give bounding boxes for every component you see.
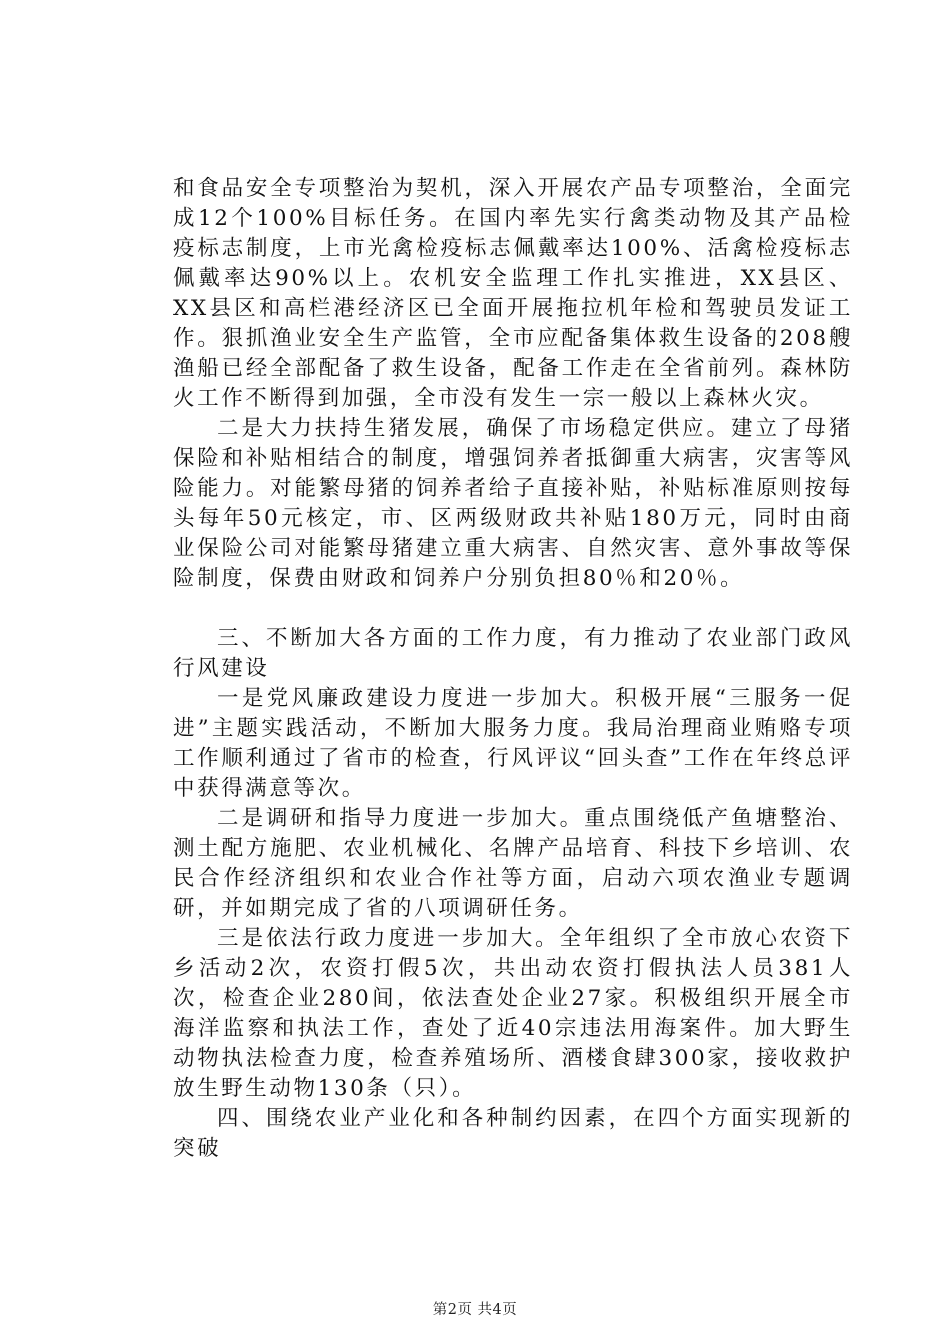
document-body (173, 174, 853, 1164)
paragraph-law-enforcement: 三是依法行政力度进一步加大。全年组织了全市放心农资下乡活动2次，农资打假5次，共出动农资打假执法人员381人次，检查企业280间，依法查处企业27家。积极组织开展全市海洋监察和执法工作，查处了近40宗违法用海案件。加大野生动物执法检查力度，检查养殖场所、酒楼食肆300家，接收救护放生野生动物130条（只）。 (173, 926, 853, 1101)
page-number-footer: 第2页 共4页 (432, 1302, 518, 1318)
section-heading-three: 三、不断加大各方面的工作力度，有力推动了农业部门政风行风建设 (173, 626, 853, 681)
paragraph-research-guidance: 二是调研和指导力度进一步加大。重点围绕低产鱼塘整治、测土配方施肥、农业机械化、名牌产品培育、科技下乡培训、农民合作经济组织和农业合作社等方面，启动六项农渔业专题调研，并如期完成了省的八项调研任务。 (173, 806, 853, 921)
paragraph-continuation: 和食品安全专项整治为契机，深入开展农产品专项整治，全面完成12个100%目标任务。在国内率先实行禽类动物及其产品检疫标志制度，上市光禽检疫标志佩戴率达100%、活禽检疫标志佩戴率达90%以上。农机安全监理工作扎实推进，XX县区、XX县区和高栏港经济区已全面开展拖拉机年检和驾驶员发证工作。狠抓渔业安全生产监管，全市应配备集体救生设备的208艘渔船已经全部配备了救生设备，配备工作走在全省前列。森林防火工作不断得到加强，全市没有发生一宗一般以上森林火灾。 (173, 176, 853, 411)
paragraph-pig-support: 二是大力扶持生猪发展，确保了市场稳定供应。建立了母猪保险和补贴相结合的制度，增强饲养者抵御重大病害，灾害等风险能力。对能繁母猪的饲养者给子直接补贴，补贴标准原则按每头每年50元核定，市、区两级财政共补贴180万元，同时由商业保险公司对能繁母猪建立重大病害、自然灾害、意外事故等保险制度，保费由财政和饲养户分别负担80％和20％。 (173, 416, 853, 591)
paragraph-party-conduct: 一是党风廉政建设力度进一步加大。积极开展“三服务一促进”主题实践活动，不断加大服务力度。我局治理商业贿赂专项工作顺利通过了省市的检查，行风评议“回头查”工作在年终总评中获得满意等次。 (173, 686, 853, 801)
section-heading-four: 四、围绕农业产业化和各种制约因素，在四个方面实现新的突破 (173, 1106, 853, 1161)
